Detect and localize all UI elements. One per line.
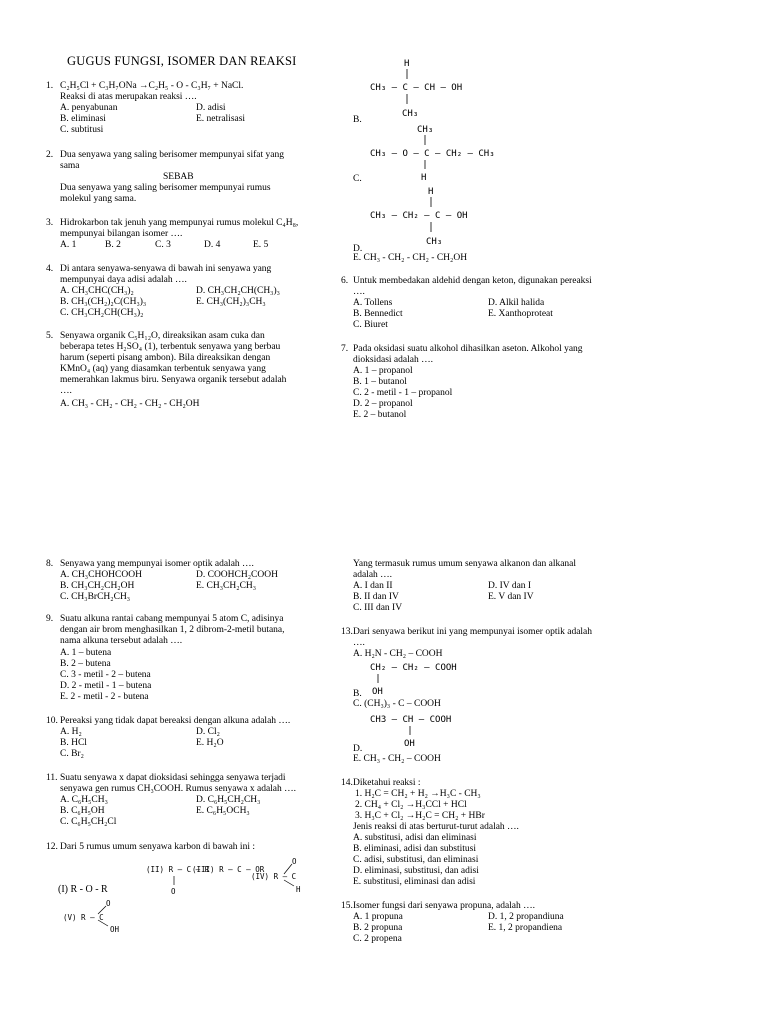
structure-5a-diagram	[370, 56, 500, 120]
question-3-option-e: E. 5	[253, 240, 269, 250]
question-6-option-e: E. Xanthoproteat	[488, 309, 553, 319]
question-14-reaction-1: 1. H₂C = CH₂ + H₂ →H₃C - CH₃	[355, 789, 481, 799]
question-12-option-c: C. III dan IV	[353, 603, 403, 613]
question-4-option-d: D. CH₃CH₂CH(CH₃)₃	[196, 286, 280, 296]
struct5c-main: CH₃ – CH₂ – C – OH	[370, 211, 468, 221]
question-5-option-d: D.	[353, 244, 363, 254]
question-6-option-c: C. Biuret	[353, 320, 388, 330]
question-13-option-d: D.	[353, 744, 363, 754]
question-14-number: 14.	[341, 778, 353, 788]
question-10-number: 10.	[46, 716, 58, 726]
question-14-reaction-2: 2. CH₄ + Cl₂ →H₃CCl + HCl	[355, 800, 467, 810]
formula-iii: (III) R – C – OR	[192, 865, 265, 874]
question-14-option-b: B. eliminasi, adisi dan substitusi	[353, 844, 476, 854]
question-5-line-1: Senyawa organik C₅H₁₂O, direaksikan asam cuka dan	[60, 331, 265, 341]
question-4-option-b: B. CH₃(CH₂)₂C(CH₃)₃	[60, 297, 147, 307]
question-9-option-b: B. 2 – butena	[60, 659, 111, 669]
question-5-line-4: KMnO₄ (aq) yang diasamkan terbentuk senyawa yang	[60, 364, 266, 374]
struct13d-oh: OH	[404, 739, 415, 749]
formula-iv-h: H	[296, 885, 301, 894]
question-15-option-e: E. 1, 2 propandiena	[488, 923, 563, 933]
struct13b-main: CH₂ – CH₂ – COOH	[370, 663, 457, 673]
question-4-line-1: Di antara senyawa-senyawa di bawah ini senyawa yang	[60, 264, 272, 274]
question-10-text: Pereaksi yang tidak dapat bereaksi dengan alkuna adalah ….	[60, 716, 291, 726]
question-8-option-d: D. COOHCH₂COOH	[196, 570, 278, 580]
struct5a-ch3: CH₃	[402, 109, 419, 119]
page-title: GUGUS FUNGSI, ISOMER DAN REAKSI	[67, 54, 297, 68]
question-9-number: 9.	[46, 614, 54, 624]
question-13-option-c: C. (CH₃)₃ - C – COOH	[353, 699, 441, 709]
question-3-number: 3.	[46, 218, 54, 228]
formula-iv: (IV) R – C	[251, 872, 297, 881]
question-15-option-b: B. 2 propuna	[353, 923, 403, 933]
struct5b-h: H	[421, 173, 427, 182]
question-12-formulas-diagram	[58, 856, 318, 936]
question-4-number: 4.	[46, 264, 54, 274]
question-2-line-3: Dua senyawa yang saling berisomer mempunyai rumus	[60, 183, 271, 193]
question-10-option-b: B. HCl	[60, 738, 87, 748]
question-9-option-c: C. 3 - metil - 2 – butena	[60, 670, 151, 680]
question-2-line-2: sama	[60, 161, 80, 171]
question-7-option-a: A. 1 – propanol	[353, 366, 413, 376]
question-9-option-a: A. 1 – butena	[60, 648, 112, 658]
question-4-line-2: mempunyai daya adisi adalah ….	[60, 275, 187, 285]
question-8-option-a: A. CH₃CHOHCOOH	[60, 570, 142, 580]
question-6-option-d: D. Alkil halida	[488, 298, 545, 308]
struct5b-main: CH₃ – O – C – CH₂ – CH₃	[370, 149, 495, 159]
question-14-question: Jenis reaksi di atas berturut-turut adalah ….	[353, 822, 519, 832]
formula-iv-o: O	[292, 857, 297, 866]
question-1-text: Reaksi di atas merupakan reaksi ….	[60, 92, 197, 102]
question-3-option-c: C. 3	[155, 240, 171, 250]
struct13d-main: CH3 – CH – COOH	[370, 715, 452, 725]
question-7-option-e: E. 2 – butanol	[353, 410, 407, 420]
question-11-line-1: Suatu senyawa x dapat dioksidasi sehingga senyawa terjadi	[60, 773, 286, 783]
question-2-line-1: Dua senyawa yang saling berisomer mempunyai sifat yang	[60, 150, 284, 160]
question-10-option-a: A. H₂	[60, 727, 82, 737]
question-15-option-a: A. 1 propuna	[353, 912, 403, 922]
question-10-option-c: C. Br₂	[60, 749, 84, 759]
question-12-option-d: D. IV dan I	[488, 581, 532, 591]
question-1-option-b: B. eliminasi	[60, 114, 106, 124]
question-1-option-e: E. netralisasi	[196, 114, 246, 124]
question-9-option-e: E. 2 - metil - 2 - butena	[60, 692, 149, 702]
question-3-option-d: D. 4	[204, 240, 221, 250]
question-3-option-b: B. 2	[105, 240, 121, 250]
question-11-option-b: B. C₆H₅OH	[60, 806, 105, 816]
question-7-option-b: B. 1 – butanol	[353, 377, 407, 387]
question-13-option-a: A. H₂N - CH₂ – COOH	[353, 649, 443, 659]
question-11-option-a: A. C₆H₅CH₃	[60, 795, 108, 805]
question-11-option-e: E. C₆H₅OCH₃	[196, 806, 250, 816]
question-1-option-d: D. adisi	[196, 103, 226, 113]
question-8-number: 8.	[46, 559, 54, 569]
question-5-line-6: ….	[60, 386, 72, 396]
question-2-number: 2.	[46, 150, 54, 160]
question-7-number: 7.	[341, 344, 349, 354]
question-12-option-a: A. I dan II	[353, 581, 393, 591]
question-12-cont-line-1: Yang termasuk rumus umum senyawa alkanon dan alkanal	[353, 559, 577, 569]
question-5-line-2: beberapa tetes H₂SO₄ (1), terbentuk senyawa yang berbau	[60, 342, 281, 352]
question-6-text: Untuk membedakan aldehid dengan keton, digunakan pereaksi	[353, 276, 592, 286]
struct5a-main: CH₃ – C – CH – OH	[370, 83, 463, 93]
formula-ii: (II) R – C – R	[146, 865, 210, 874]
formula-ii-o: O	[171, 887, 176, 896]
question-11-line-2: senyawa gen rumus CH₃COOH. Rumus senyawa x adalah ….	[60, 784, 297, 794]
struct5c-ch3: CH₃	[426, 237, 443, 247]
question-12-cont-line-2: adalah ….	[353, 570, 393, 580]
question-12-text: Dari 5 rumus umum senyawa karbon di bawah ini :	[60, 842, 255, 852]
question-6-number: 6.	[341, 276, 349, 286]
question-12-number: 12.	[46, 842, 58, 852]
question-1-option-a: A. penyabunan	[60, 103, 118, 113]
question-15-option-c: C. 2 propena	[353, 934, 402, 944]
question-10-option-e: E. H₂O	[196, 738, 224, 748]
question-3-line-1: Hidrokarbon tak jenuh yang mempunyai rumus molekul C₄H₈,	[60, 218, 299, 228]
question-5-number: 5.	[46, 331, 54, 341]
question-12-option-e: E. V dan IV	[488, 592, 534, 602]
question-7-option-c: C. 2 - metil - 1 – propanol	[353, 388, 453, 398]
question-5-line-3: harum (seperti pisang ambon). Bila direaksikan dengan	[60, 353, 271, 363]
question-8-option-c: C. CH₃BrCH₂CH₃	[60, 592, 131, 602]
question-1-option-c: C. subtitusi	[60, 125, 104, 135]
structure-5b-diagram	[370, 122, 500, 182]
struct5c-h: H	[428, 187, 434, 197]
question-8-text: Senyawa yang mempunyai isomer optik adalah ….	[60, 559, 254, 569]
structure-13d-diagram	[370, 712, 510, 752]
question-3-line-2: mempunyai bilangan isomer ….	[60, 229, 183, 239]
formula-v: (V) R – C	[63, 913, 104, 922]
question-13-number: 13.	[341, 627, 353, 637]
question-14-option-e: E. substitusi, eliminasi dan adisi	[353, 877, 476, 887]
struct13b-oh: OH	[372, 687, 383, 697]
question-11-number: 11.	[46, 773, 58, 783]
question-7-option-d: D. 2 – propanol	[353, 399, 413, 409]
question-15-number: 15.	[341, 901, 353, 911]
question-15-option-d: D. 1, 2 propandiuna	[488, 912, 564, 922]
question-5-option-c: C.	[353, 174, 362, 184]
question-4-option-e: E. CH₃(CH₂)₃CH₃	[196, 297, 266, 307]
struct5a-h: H	[404, 59, 410, 69]
question-7-line-1: Pada oksidasi suatu alkohol dihasilkan aseton. Alkohol yang	[353, 344, 583, 354]
question-15-text: Isomer fungsi dari senyawa propuna, adalah ….	[353, 901, 536, 911]
question-8-option-b: B. CH₃CH₂CH₂OH	[60, 581, 135, 591]
question-10-option-d: D. Cl₂	[196, 727, 220, 737]
question-9-option-d: D. 2 - metil - 1 – butena	[60, 681, 152, 691]
question-11-option-d: D. C₆H₅CH₂CH₃	[196, 795, 261, 805]
question-8-option-e: E. CH₃CH₂CH₃	[196, 581, 257, 591]
question-11-option-c: C. C₆H₅CH₂Cl	[60, 817, 117, 827]
question-1-equation: C₂H₅Cl + C₃H₇ONa →C₂H₅ - O - C₃H₇ + NaCl.	[60, 81, 244, 91]
question-13-option-b: B.	[353, 689, 362, 699]
question-5-option-e: E. CH₃ - CH₂ - CH₂ - CH₂OH	[353, 253, 468, 263]
formula-v-o: O	[106, 899, 111, 908]
question-13-option-e: E. CH₃ - CH₂ – COOH	[353, 754, 441, 764]
question-6-option-b: B. Bennedict	[353, 309, 403, 319]
struct5b-top: CH₃	[417, 125, 434, 135]
question-5-option-b: B.	[353, 115, 362, 125]
question-3-option-a: A. 1	[60, 240, 77, 250]
question-2-line-4: molekul yang sama.	[60, 194, 137, 204]
question-6-cont: ….	[353, 287, 365, 297]
formula-i: (I) R - O - R	[58, 884, 108, 895]
question-9-line-3: nama alkuna tersebut adalah ….	[60, 636, 183, 646]
question-14-reaction-3: 3. H₃C + Cl₂ →H₂C = CH₂ + HBr	[355, 811, 485, 821]
question-14-text: Diketahui reaksi :	[353, 778, 421, 788]
question-12-option-b: B. II dan IV	[353, 592, 399, 602]
question-14-option-d: D. eliminasi, substitusi, dan adisi	[353, 866, 479, 876]
formula-v-oh: OH	[110, 925, 120, 934]
question-13-text: Dari senyawa berikut ini yang mempunyai isomer optik adalah	[353, 627, 593, 637]
question-4-option-c: C. CH₃CH₂CH(CH₃)₂	[60, 308, 144, 318]
structure-5c-diagram	[370, 184, 500, 248]
structure-13b-diagram	[370, 660, 510, 700]
question-9-line-1: Suatu alkuna rantai cabang mempunyai 5 atom C, adisinya	[60, 614, 284, 624]
question-7-line-2: dioksidasi adalah ….	[353, 355, 433, 365]
question-13-cont: ….	[353, 638, 365, 648]
question-2-sebab: SEBAB	[163, 172, 194, 182]
question-14-option-c: C. adisi, substitusi, dan eliminasi	[353, 855, 479, 865]
question-1-number: 1.	[46, 81, 54, 91]
question-9-line-2: dengan air brom menghasilkan 1, 2 dibrom-2-metil butana,	[60, 625, 285, 635]
question-14-option-a: A. substitusi, adisi dan eliminasi	[353, 833, 477, 843]
question-6-option-a: A. Tollens	[353, 298, 393, 308]
question-5-option-a: A. CH₃ - CH₂ - CH₂ - CH₂ - CH₂OH	[60, 399, 200, 409]
question-4-option-a: A. CH₃CHC(CH₃)₂	[60, 286, 134, 296]
question-5-line-5: memerahkan lakmus biru. Senyawa organik tersebut adalah	[60, 375, 287, 385]
